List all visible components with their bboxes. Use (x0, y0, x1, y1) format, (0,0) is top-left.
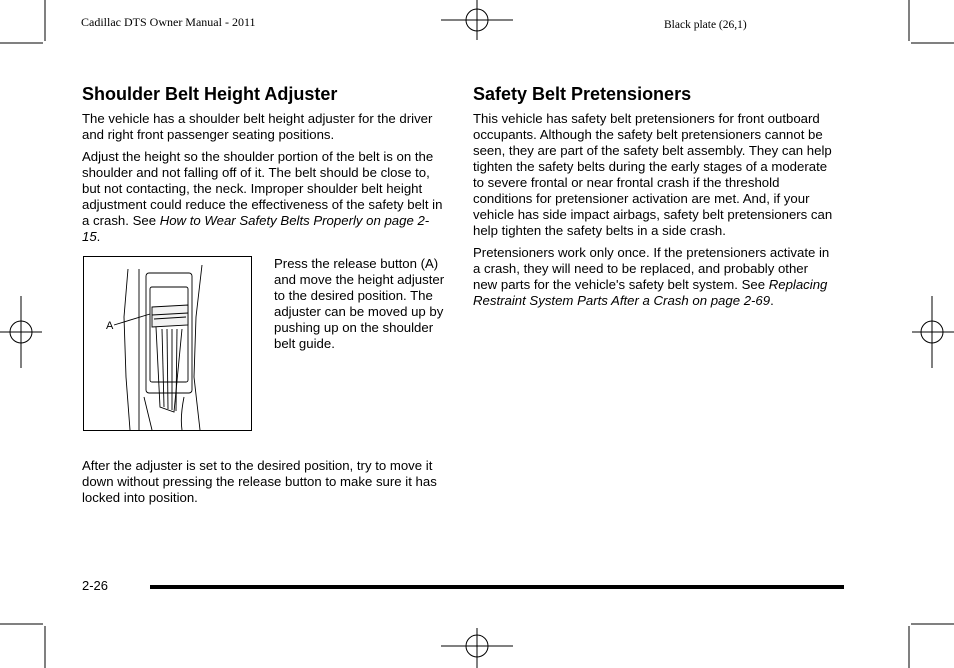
paragraph-adjust-height (82, 149, 447, 245)
figure-caption: Press the release button (A) and move the height adjuster to the desired position. The adjuster can be moved up by pushing up on the shoulder belt guide. (274, 256, 445, 351)
paragraph-text: Adjust the height so the shoulder portion of the belt is on the shoulder and not falling off of it. The belt should be close to, but not contacting, the neck. Improper shoulder belt height adjustment could reduce the effectiveness of the safety belt in a crash. See (82, 149, 443, 228)
left-column (82, 82, 447, 251)
paragraph-end: . (770, 293, 774, 308)
paragraph-pretensioners-once (473, 245, 835, 309)
footer-rule (150, 585, 844, 589)
paragraph-intro: The vehicle has a shoulder belt height adjuster for the driver and right front passenger seating positions. (82, 111, 433, 142)
cross-reference-link[interactable]: Replacing Restraint System Parts After a Crash on page 2-69 (473, 277, 828, 308)
belt-adjuster-illustration (84, 257, 251, 430)
cross-reference-link[interactable]: How to Wear Safety Belts Properly on page 2-15 (82, 213, 430, 244)
plate-label: Black plate (26,1) (664, 19, 747, 31)
section-heading-pretensioners: Safety Belt Pretensioners (473, 84, 692, 104)
right-column (473, 82, 835, 315)
paragraph-after-adjust: After the adjuster is set to the desired position, try to move it down without pressing the release button to make sure it has locked into position. (82, 458, 437, 505)
paragraph-pretensioners-intro: This vehicle has safety belt pretensioners for front outboard occupants. Although the safety belt pretensioners cannot be seen, they are part of the safety belt assembly. They can help tighten the safety belts during the early stages of a moderate to severe frontal or near frontal crash if the threshold conditions for pretensioner activation are met. And, if your vehicle has side impact airbags, safety belt pretensioners can help tighten the safety belts in a side crash. (473, 111, 833, 238)
section-heading-shoulder-belt: Shoulder Belt Height Adjuster (82, 84, 338, 104)
belt-adjuster-figure (83, 256, 252, 431)
manual-title: Cadillac DTS Owner Manual - 2011 (81, 15, 256, 29)
figure-callout-a: A (106, 320, 114, 332)
paragraph-end: . (96, 229, 101, 244)
paragraph-text: Pretensioners work only once. If the pretensioners activate in a crash, they will need to be replaced, and probably other new parts for the vehicle's safety belt system. See (473, 245, 830, 292)
page-number: 2-26 (82, 578, 109, 593)
